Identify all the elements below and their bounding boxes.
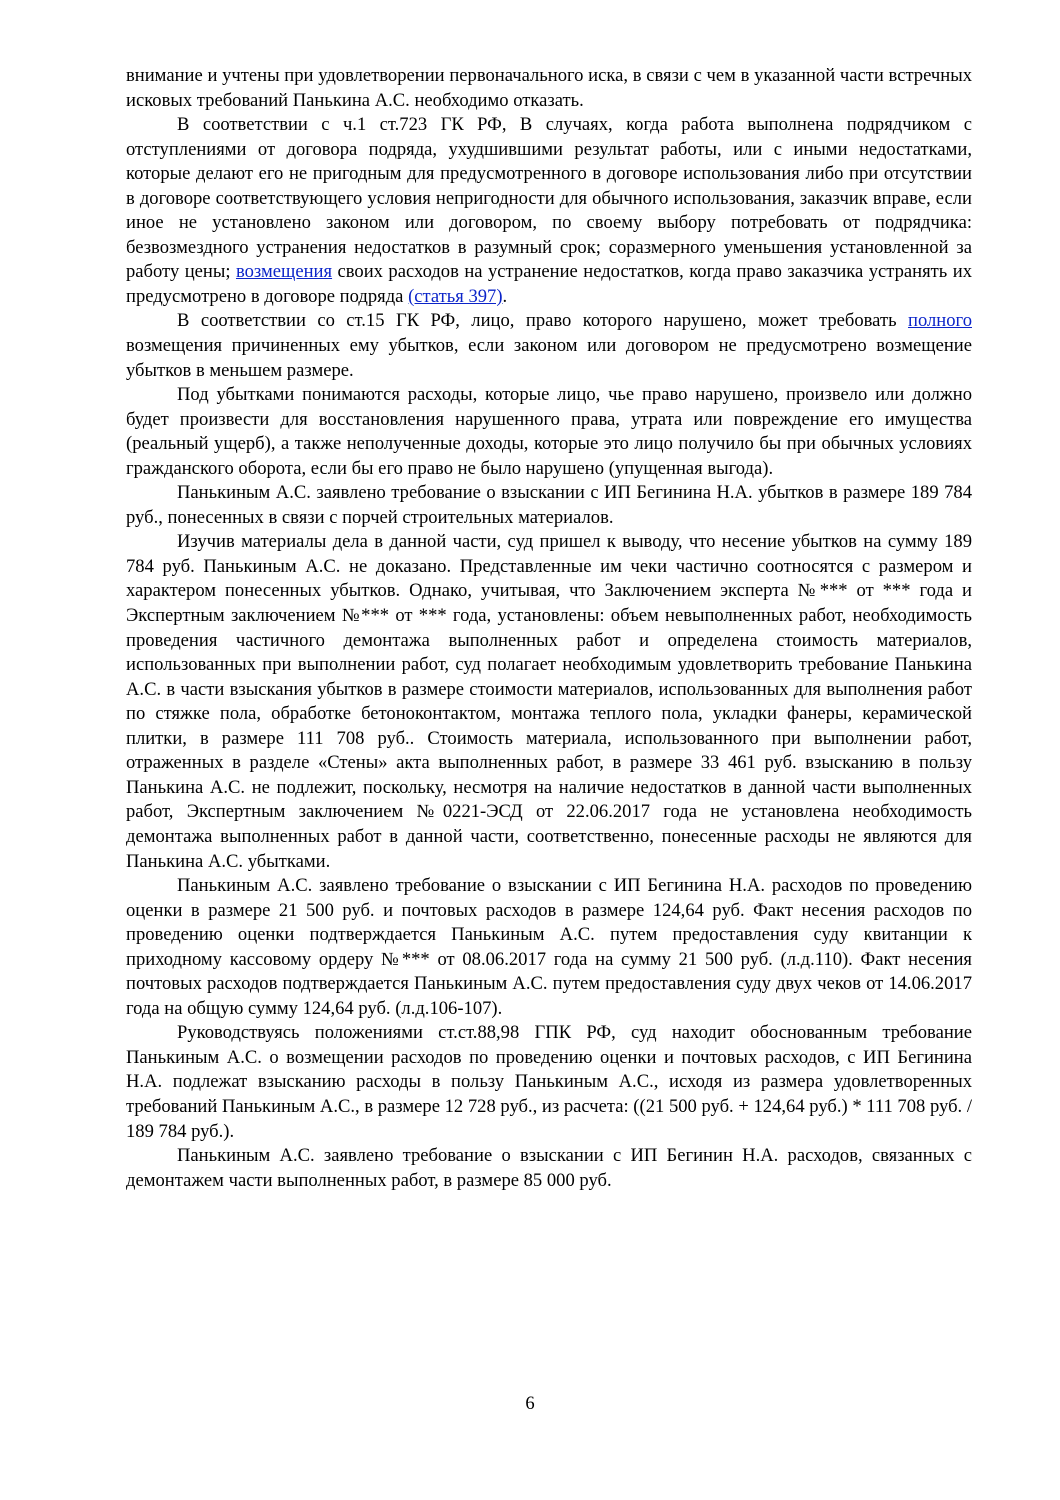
paragraph-1 [126,64,972,113]
paragraph-5 [126,481,972,530]
page-number: 6 [525,1393,535,1414]
paragraph-6-text: Изучив материалы дела в данной части, суд пришел к выводу, что несение убытков на сумму 189 784 руб. Панькиным А.С. не доказано. Представленные им чеки частично соотносятся с размером и характером понесенных убытков. Однако, учитывая, что Заключением эксперта №*** от *** года и Экспертным заключением №*** от *** года, установлены: объем невыполненных работ, необходимость проведения частичного демонтажа выполненных работ и определена стоимость материалов, использованных при выполнении работ, суд полагает необходимым удовлетворить требование Панькина А.С. в части взыскания убытков в размере стоимости материалов, использованных для выполнения работ по стяжке пола, обработке бетоноконтактом, монтажа теплого пола, укладки фанеры, керамической плитки, в размере 111 708 руб.. Стоимость материала, использованного при выполнении работ, отраженных в разделе «Стены» акта выполненных работ, в размере 33 461 руб. взысканию в пользу Панькина А.С. не подлежит, поскольку, несмотря на наличие недостатков в данной части выполненных работ, Экспертным заключением №0221-ЭСД от 22.06.2017 года не установлена необходимость демонтажа выполненных работ в данной части, соответственно, понесенные расходы не являются для Панькина А.С. убытками. [126,531,972,872]
paragraph-7-text: Панькиным А.С. заявлено требование о взыскании с ИП Бегинина Н.А. расходов по проведению оценки в размере 21 500 руб. и почтовых расходов в размере 124,64 руб. Факт несения расходов по проведению оценки подтверждается Панькиным А.С. путем предоставления суду квитанции к приходному кассовому ордеру №*** от 08.06.2017 года на сумму 21 500 руб. (л.д.110). Факт несения почтовых расходов подтверждается Панькиным А.С. путем предоставления суду двух чеков от 14.06.2017 года на общую сумму 124,64 руб. (л.д.106-107). [126,875,972,1019]
paragraph-2 [126,113,972,309]
paragraph-3-text: В соответствии со ст.15 ГК РФ, лицо, право которого нарушено, может требовать [177,310,908,332]
link-polnogo[interactable]: полного [908,310,972,332]
paragraph-5-text: Панькиным А.С. заявлено требование о взыскании с ИП Бегинина Н.А. убытков в размере 189 784 руб., понесенных в связи с порчей строительных материалов. [126,482,972,528]
paragraph-2-mid: своих расходов на устранение недостатков, когда право заказчика устранять их предусмотрено в договоре подряда [126,261,972,307]
paragraph-1-text: внимание и учтены при удовлетворении первоначального иска, в связи с чем в указанной части встречных исковых требований Панькина А.С. необходимо отказать. [126,65,972,111]
link-statya-397[interactable]: (статья 397) [408,285,503,307]
link-vozmeshcheniya[interactable]: возмещения [235,261,333,283]
paragraph-9-text: Панькиным А.С. заявлено требование о взыскании с ИП Бегинин Н.А. расходов, связанных с демонтажем части выполненных работ, в размере 85 000 руб. [126,1145,972,1191]
paragraph-4 [126,383,972,481]
paragraph-2-text: В соответствии с ч.1 ст.723 ГК РФ, В случаях, когда работа выполнена подрядчиком с отступлениями от договора подряда, ухудшившими результат работы, или с иными недостатками, которые делают его не пригодным для предусмотренного в договоре использования либо при отсутствии в договоре соответствующего условия непригодности для обычного использования, заказчик вправе, если иное не установлено законом или договором, по своему выбору потребовать от подрядчика: безвозмездного устранения недостатков в разумный срок; соразмерного уменьшения установленной за работу цены; [126,114,972,283]
paragraph-8 [126,1021,972,1144]
paragraph-3-end: возмещения причиненных ему убытков, если законом или договором не предусмотрено возмещение убытков в меньшем размере. [126,335,972,381]
paragraph-3 [126,309,972,383]
paragraph-2-end: . [502,285,508,307]
paragraph-8-text: Руководствуясь положениями ст.ст.88,98 ГПК РФ, суд находит обоснованным требование Панькиным А.С. о возмещении расходов по проведению оценки и почтовых расходов, с ИП Бегинина Н.А. подлежат взысканию расходы в пользу Панькиным А.С., исходя из размера удовлетворенных требований Панькиным А.С., в размере 12 728 руб., из расчета: ((21 500 руб. + 124,64 руб.) * 111 708 руб. / 189 784 руб.). [126,1022,972,1142]
paragraph-6 [126,530,972,874]
paragraph-4-text: Под убытками понимаются расходы, которые лицо, чье право нарушено, произвело или должно будет произвести для восстановления нарушенного права, утрата или повреждение его имущества (реальный ущерб), а также неполученные доходы, которые это лицо получило бы при обычных условиях гражданского оборота, если бы его право не было нарушено (упущенная выгода). [126,384,972,479]
paragraph-7 [126,874,972,1021]
paragraph-9 [126,1144,972,1193]
document-body [126,64,972,1193]
